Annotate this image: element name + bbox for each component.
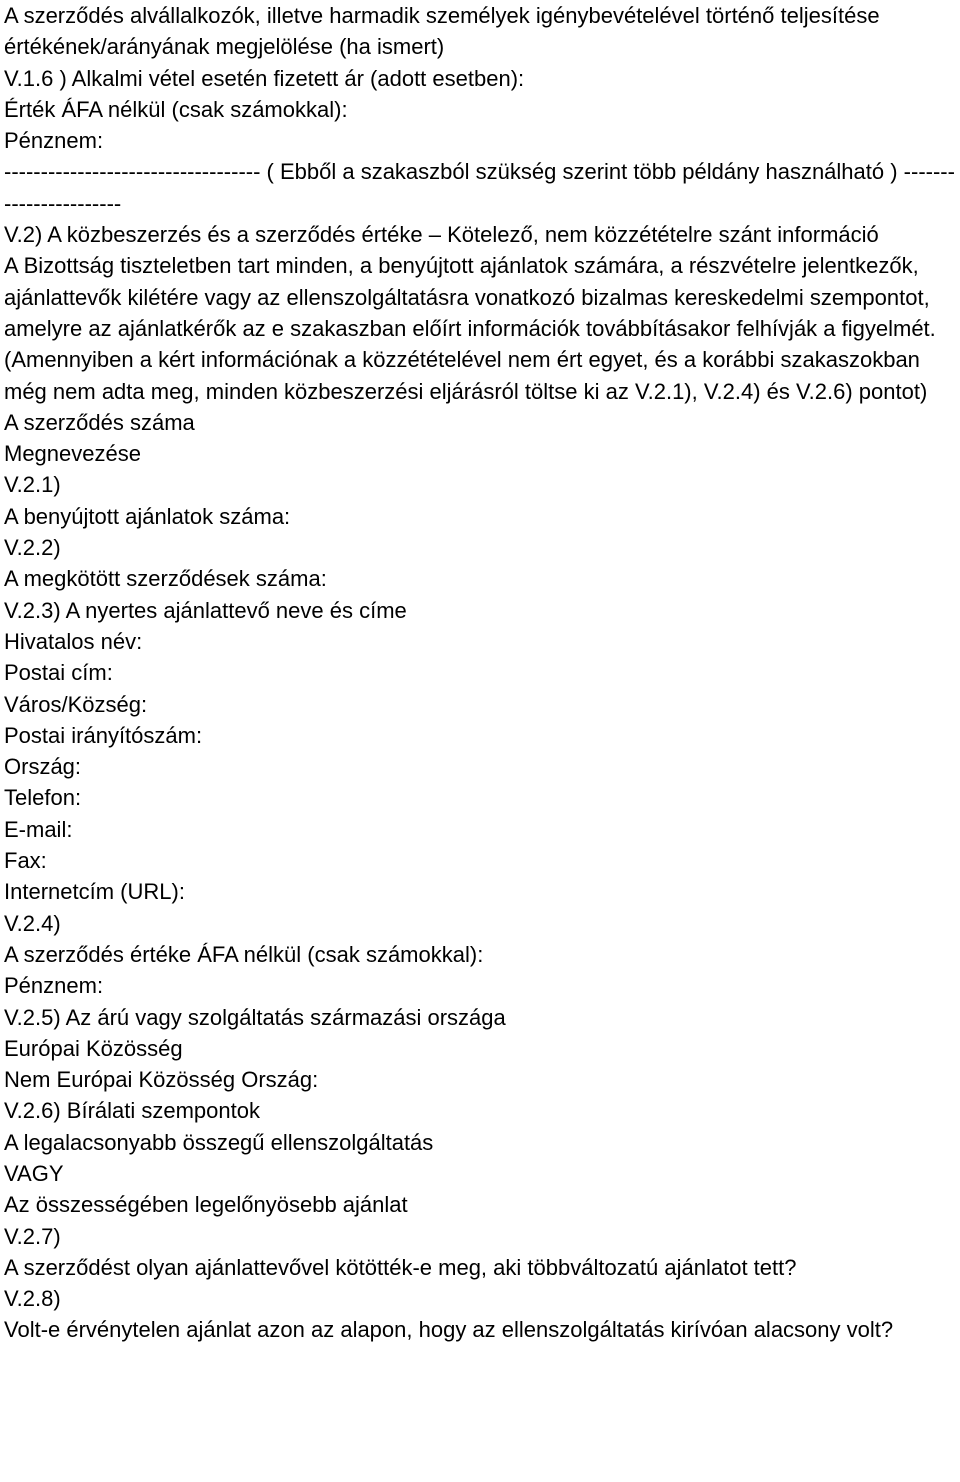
variant-tender-question: A szerződést olyan ajánlattevővel kötötték-e meg, aki többváltozatú ajánlatot tett? [4, 1254, 797, 1280]
country-label: Ország: [4, 754, 82, 780]
abnormally-low-question: Volt-e érvénytelen ajánlat azon az alapon, hogy az ellenszolgáltatás kirívóan alacsony volt? [4, 1317, 894, 1343]
contract-title-label: Megnevezése [4, 441, 141, 467]
internet-address-label: Internetcím (URL): [4, 879, 185, 905]
section-v-2-heading: V.2) A közbeszerzés és a szerződés értéke – Kötelező, nem közzétételre szánt információ [4, 222, 879, 248]
telephone-label: Telefon: [4, 785, 82, 811]
section-v-2-5-heading: V.2.5) Az árú vagy szolgáltatás származási országa [4, 1004, 506, 1030]
commission-confidentiality-notice: A Bizottság tiszteletben tart minden, a benyújtott ajánlatok számára, a részvételre jelentkezők, ajánlattevők kilétére vagy az ellenszolgáltatásra vonatkozó bizalmas kereskedelmi szempontot, amelyre az ajánlatkérők az e szakaszban előírt információk továbbításakor felhívják a figyelmét. [4, 253, 936, 341]
section-v-2-2-heading: V.2.2) [4, 535, 61, 561]
disclosure-instruction: (Amennyiben a kért információnak a közzétételével nem ért egyet, és a korábbi szakaszokban még nem adta meg, minden közbeszerzési eljárásról töltse ki az V.2.1), V.2.4) és V.2.6) pontot) [4, 347, 928, 404]
official-name-label: Hivatalos név: [4, 628, 143, 654]
section-v-2-4-heading: V.2.4) [4, 910, 61, 936]
fax-label: Fax: [4, 848, 47, 874]
email-label: E-mail: [4, 816, 73, 842]
origin-ec-option: Európai Közösség [4, 1035, 183, 1061]
section-v-2-8-heading: V.2.8) [4, 1286, 61, 1312]
contract-currency-label: Pénznem: [4, 973, 104, 999]
origin-non-ec-option: Nem Európai Közösség Ország: [4, 1067, 319, 1093]
lowest-price-option: A legalacsonyabb összegű ellenszolgáltatás [4, 1129, 434, 1155]
contracts-concluded-label: A megkötött szerződések száma: [4, 566, 327, 592]
document-body [4, 0, 959, 1346]
repeatable-section-separator: ----------------------------------- ( Ebből a szakaszból szükség szerint több példány használható ) ----------------------- [4, 159, 955, 216]
meat-option: Az összességében legelőnyösebb ajánlat [4, 1192, 408, 1218]
contract-number-label: A szerződés száma [4, 409, 195, 435]
section-v-1-6-heading: V.1.6 ) Alkalmi vétel esetén fizetett ár (adott esetben): [4, 65, 525, 91]
section-v-2-6-heading: V.2.6) Bírálati szempontok [4, 1098, 260, 1124]
town-label: Város/Község: [4, 691, 148, 717]
section-v-2-1-heading: V.2.1) [4, 472, 61, 498]
section-v-2-3-heading: V.2.3) A nyertes ajánlattevő neve és címe [4, 597, 407, 623]
subcontracting-value-text: A szerződés alvállalkozók, illetve harmadik személyek igénybevételével történő teljesítése értékének/arányának megjelölése (ha ismert) [4, 3, 880, 60]
postal-code-label: Postai irányítószám: [4, 722, 203, 748]
or-separator: VAGY [4, 1160, 64, 1186]
section-v-2-7-heading: V.2.7) [4, 1223, 61, 1249]
postal-address-label: Postai cím: [4, 660, 113, 686]
currency-label: Pénznem: [4, 128, 104, 154]
contract-value-label: A szerződés értéke ÁFA nélkül (csak számokkal): [4, 941, 484, 967]
value-excl-vat-label: Érték ÁFA nélkül (csak számokkal): [4, 96, 348, 122]
tenders-received-label: A benyújtott ajánlatok száma: [4, 503, 291, 529]
